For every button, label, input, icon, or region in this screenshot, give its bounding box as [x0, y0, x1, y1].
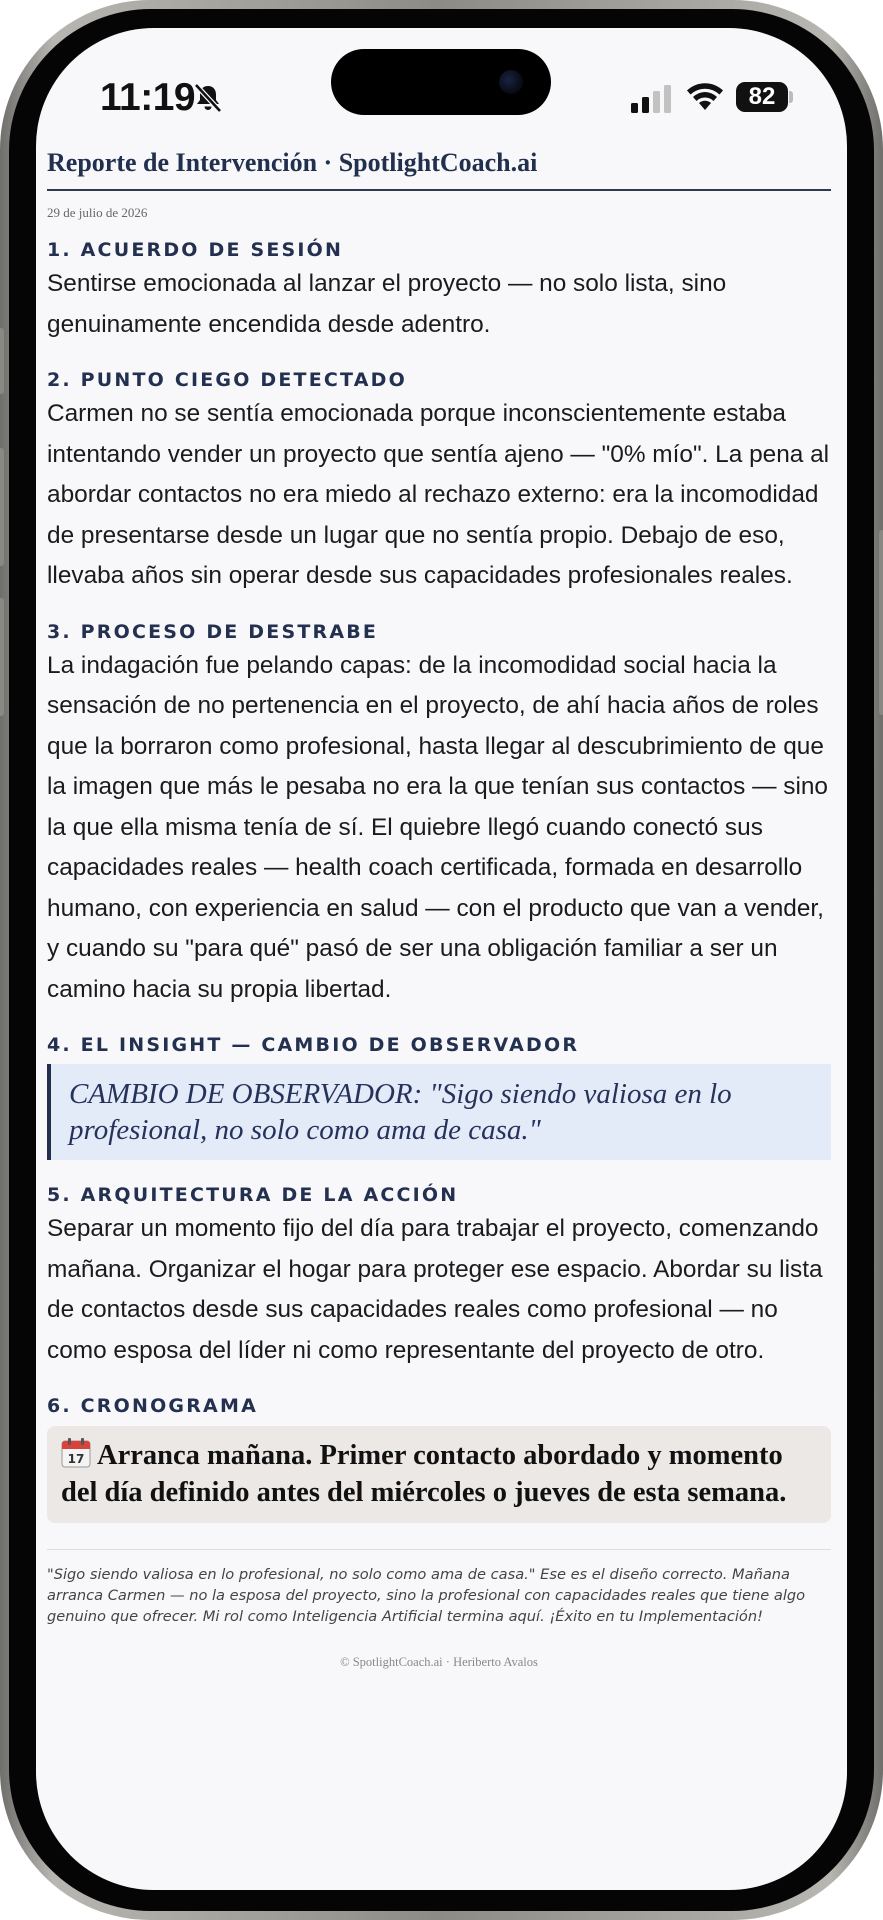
report-footer: © SpotlightCoach.ai · Heriberto Avalos [340, 1655, 538, 1669]
section-body-action: Separar un momento fijo del día para trabajar el proyecto, comenzando mañana. Organizar el hogar para proteger ese espacio. Abordar su lista de contactos desde sus capacidades reales como profesional — no como esposa del líder ni como representante del proyecto de otro. [47, 1215, 823, 1364]
report-content [47, 148, 831, 1670]
section-body-unblocking: La indagación fue pelando capas: de la incomodidad social hacia la sensación de no pertenencia en el proyecto, de ahí hacia años de roles que la borraron como profesional, hasta llegar al descubrimiento de que la imagen que más le pesaba no era la que tenían sus contactos — sino la que ella misma tenía de sí. El quiebre llegó cuando conectó sus capacidades reales — health coach certificada, formada en desarrollo humano, con experiencia en salud — con el producto que van a vender, y cuando su "para qué" pasó de ser una obligación familiar a ser un camino hacia su propia libertad. [47, 651, 828, 1003]
insight-quote: CAMBIO DE OBSERVADOR: "Sigo siendo valiosa en lo profesional, no solo como ama de casa." [47, 1064, 831, 1160]
section-heading-blind-spot: 2. PUNTO CIEGO DETECTADO [47, 369, 407, 391]
report-title: Reporte de Intervención · SpotlightCoach.ai [47, 148, 831, 191]
cellular-signal-icon [631, 85, 673, 113]
section-heading-insight: 4. EL INSIGHT — CAMBIO DE OBSERVADOR [47, 1034, 580, 1056]
section-body-agreement: Sentirse emocionada al lanzar el proyecto — no solo lista, sino genuinamente encendida desde adentro. [47, 270, 727, 338]
section-heading-action: 5. ARQUITECTURA DE LA ACCIÓN [47, 1184, 459, 1206]
camera-lens [499, 70, 523, 94]
phone-screen [36, 28, 847, 1890]
section-body-blind-spot: Carmen no se sentía emocionada porque inconscientemente estaba intentando vender un proyecto que sentía ajeno — "0% mío". La pena al abordar contactos no era miedo al rechazo externo: era la incomodidad de presentarse desde un lugar que no sentía propio. Debajo de eso, llevaba años sin operar desde sus capacidades profesionales reales. [47, 400, 830, 589]
power-button [879, 530, 883, 715]
svg-text:17: 17 [67, 1452, 85, 1466]
status-time: 11:19 [100, 76, 196, 119]
bell-slash-icon [192, 82, 224, 114]
action-button [0, 328, 4, 394]
wifi-icon [686, 82, 724, 112]
timeline-text: Arranca mañana. Primer contacto abordado y momento del día definido antes del miércoles o jueves de esta semana. [61, 1440, 787, 1508]
timeline-block [47, 1426, 831, 1523]
section-heading-agreement: 1. ACUERDO DE SESIÓN [47, 239, 344, 261]
section-heading-timeline: 6. CRONOGRAMA [47, 1395, 258, 1417]
volume-down-button [0, 598, 4, 716]
volume-up-button [0, 448, 4, 566]
section-heading-unblocking: 3. PROCESO DE DESTRABE [47, 620, 379, 643]
calendar-icon [61, 1438, 91, 1468]
report-date: 29 de julio de 2026 [47, 205, 148, 220]
dynamic-island [331, 49, 551, 115]
closing-note: "Sigo siendo valiosa en lo profesional, no solo como ama de casa." Ese es el diseño correcto. Mañana arranca Carmen — no la esposa del proyecto, sino la profesional con capacidades reales que tiene algo genuino que ofrecer. Mi rol como Inteligencia Artificial termina aquí. ¡Éxito en tu Implementación! [47, 1549, 831, 1627]
battery-icon: 82 [736, 82, 788, 112]
battery-cap [789, 91, 793, 103]
